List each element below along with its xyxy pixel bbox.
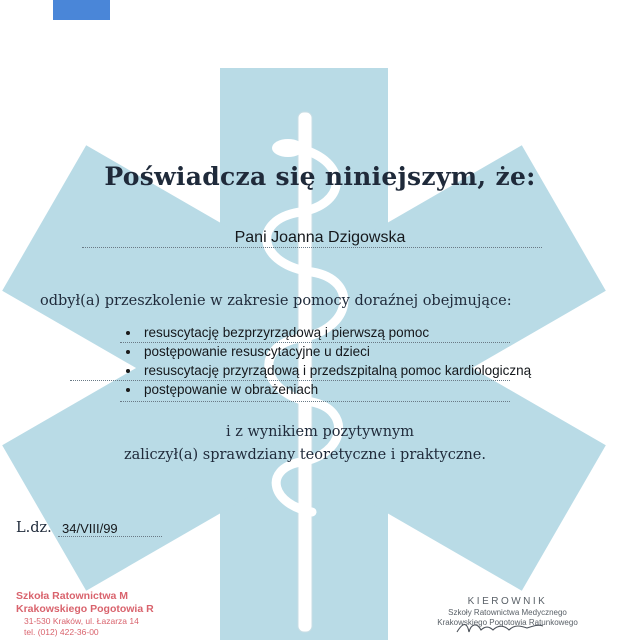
- topic-underline: [70, 380, 510, 381]
- director-line-1: Szkoły Ratownictwa Medycznego: [448, 608, 567, 617]
- director-line-2: Krakowskiego Pogotowia Ratunkowego: [437, 618, 578, 627]
- name-underline: [82, 247, 542, 248]
- list-item: postępowanie w obrażeniach: [124, 380, 531, 399]
- list-item: resuscytację przyrządową i przedszpitalną pomoc kardiologiczną: [124, 361, 531, 380]
- stamp-line-1: Szkoła Ratownictwa M: [16, 590, 129, 602]
- topic-underline: [120, 342, 510, 343]
- training-topics-list: [124, 323, 531, 399]
- list-item: postępowanie resuscytacyjne u dzieci: [124, 342, 531, 361]
- school-stamp: [16, 590, 154, 638]
- certificate-heading: Poświadcza się niniejszym, że:: [104, 162, 536, 191]
- bullet-icon: [126, 388, 130, 392]
- handwritten-signature: [455, 618, 545, 638]
- stamp-line-2: Krakowskiego Pogotowia R: [16, 603, 154, 615]
- training-intro-text: odbył(a) przeszkolenie w zakresie pomocy doraźnej obejmujące:: [40, 293, 512, 309]
- director-title: KIEROWNIK: [467, 596, 548, 607]
- result-text-line-2: zaliczył(a) sprawdziany teoretyczne i praktyczne.: [124, 447, 486, 463]
- bullet-icon: [126, 369, 130, 373]
- result-text-line-1: i z wynikiem pozytywnym: [226, 424, 414, 440]
- bullet-icon: [126, 350, 130, 354]
- stamp-line-4: tel. (012) 422-36-00: [24, 627, 99, 637]
- ldz-underline: [58, 536, 162, 537]
- ldz-label: L.dz.: [16, 520, 52, 536]
- list-item: resuscytację bezprzyrządową i pierwszą pomoc: [124, 323, 531, 342]
- stamp-line-3: 31-530 Kraków, ul. Łazarza 14: [24, 616, 139, 626]
- bullet-icon: [126, 331, 130, 335]
- topic-underline: [120, 401, 510, 402]
- ldz-number: 34/VIII/99: [62, 521, 118, 536]
- recipient-name: Pani Joanna Dzigowska: [234, 229, 406, 246]
